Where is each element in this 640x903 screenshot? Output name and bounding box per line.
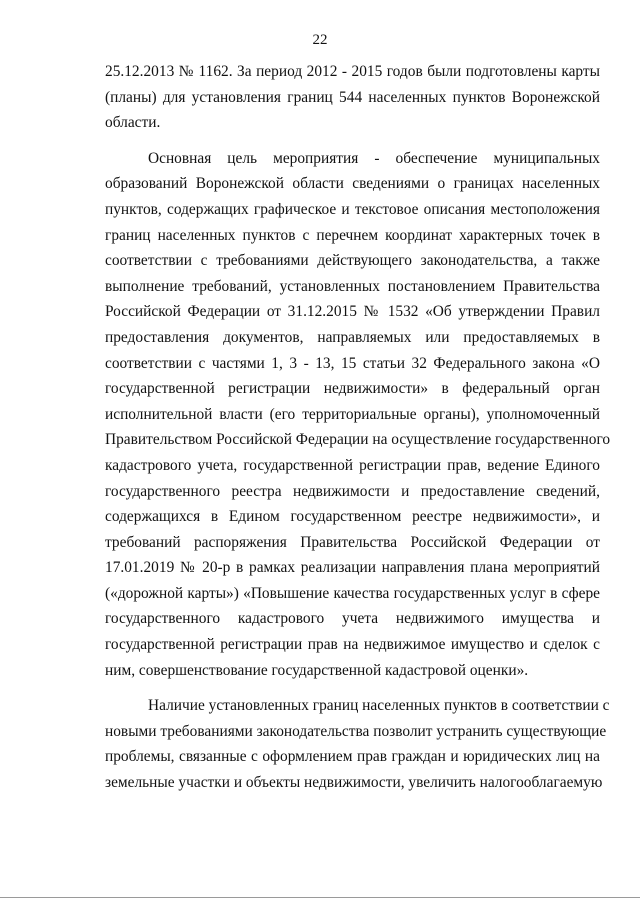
text-line: государственной регистрации недвижимости» в федеральный орган bbox=[105, 380, 600, 398]
text-line: образований Воронежской области сведениями о границах населенных bbox=[105, 175, 600, 193]
paragraph-goal bbox=[105, 146, 611, 683]
text-line: проблемы, связанные с оформлением прав граждан и юридических лиц на bbox=[105, 748, 600, 766]
text-line: предоставления документов, направляемых или предоставляемых в bbox=[105, 328, 600, 346]
text-line: государственного кадастрового учета недвижимого имущества и bbox=[105, 610, 600, 628]
text-line: государственного реестра недвижимости и предоставление сведений, bbox=[105, 482, 600, 500]
text-line: 17.01.2019 № 20-р в рамках реализации направления плана мероприятий bbox=[105, 559, 600, 577]
text-line: 25.12.2013 № 1162. За период 2012 - 2015 годов были подготовлены карты bbox=[105, 63, 600, 80]
paragraph-continuation bbox=[105, 59, 600, 136]
text-line: выполнение требований, установленных постановлением Правительства bbox=[105, 277, 600, 295]
text-line: требований распоряжения Правительства Российской Федерации от bbox=[105, 533, 600, 551]
text-line: новыми требованиями законодательства позволит устранить существующие bbox=[105, 722, 607, 740]
text-line: пунктов, содержащих графическое и текстовое описания местоположения bbox=[105, 200, 600, 218]
paragraph-benefits bbox=[105, 693, 610, 795]
text-line: (планы) для установления границ 544 населенных пунктов Воронежской bbox=[105, 88, 600, 106]
text-line: области. bbox=[105, 114, 161, 132]
text-line: соответствии с требованиями действующего законодательства, а также bbox=[105, 252, 600, 270]
text-line: земельные участки и объекты недвижимости, увеличить налогооблагаемую bbox=[105, 774, 603, 792]
text-line: Российской Федерации от 31.12.2015 № 1532 «Об утверждении Правил bbox=[105, 303, 600, 321]
text-line: Наличие установленных границ населенных пунктов в соответствии с bbox=[148, 697, 610, 715]
text-line: кадастрового учета, государственной регистрации прав, ведение Единого bbox=[105, 456, 600, 474]
text-line: соответствии с частями 1, 3 - 13, 15 статьи 32 Федерального закона «О bbox=[105, 354, 600, 372]
page-number: 22 bbox=[312, 32, 328, 48]
text-line: границ населенных пунктов с перечнем координат характерных точек в bbox=[105, 226, 600, 244]
text-line: ним, совершенствование государственной кадастровой оценки». bbox=[105, 661, 529, 679]
text-line: («дорожной карты») «Повышение качества государственных услуг в сфере bbox=[105, 584, 600, 602]
text-line: исполнительной власти (его территориальные органы), уполномоченный bbox=[105, 405, 600, 423]
document-body bbox=[105, 59, 611, 796]
page-bottom-edge bbox=[0, 897, 640, 898]
text-line: Основная цель мероприятия - обеспечение муниципальных bbox=[148, 149, 600, 167]
text-line: государственной регистрации прав на недвижимое имущество и сделок с bbox=[105, 636, 600, 654]
text-line: Правительством Российской Федерации на осуществление государственного bbox=[105, 431, 611, 449]
text-line: содержащихся в Едином государственном реестре недвижимости», и bbox=[105, 508, 600, 526]
